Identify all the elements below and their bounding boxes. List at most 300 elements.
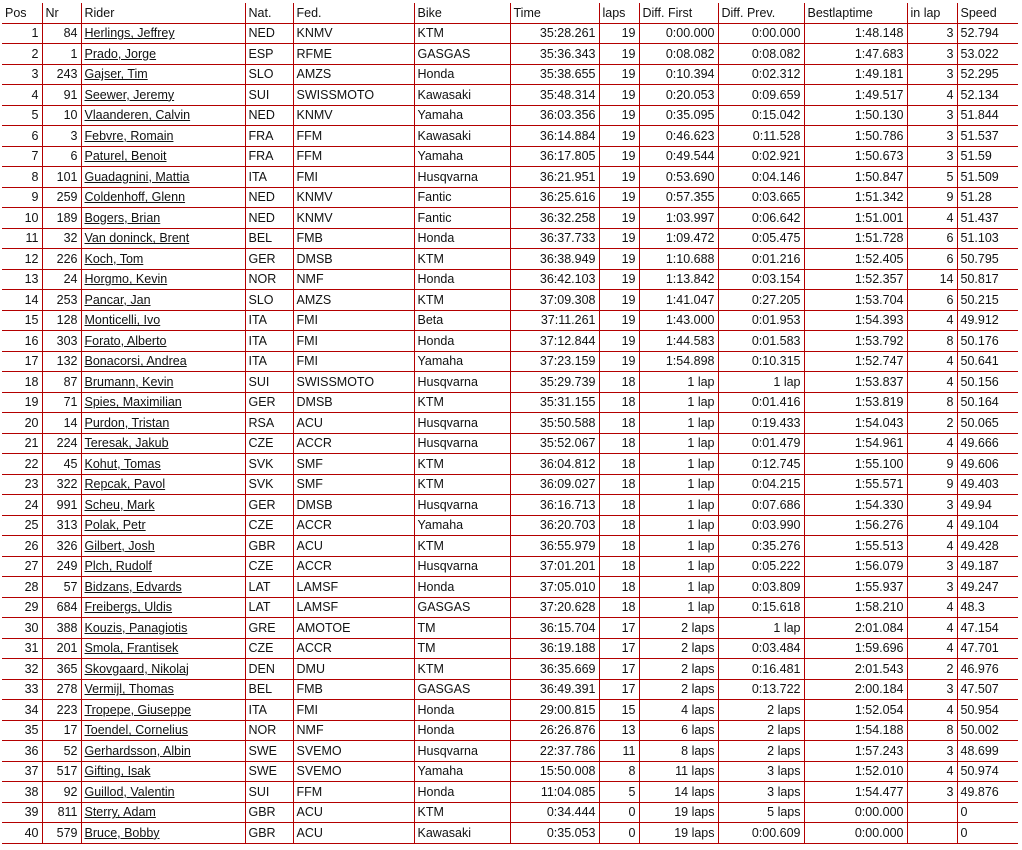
cell-bike: Kawasaki [414,126,510,147]
cell-nr: 14 [42,413,81,434]
cell-nr: 303 [42,331,81,352]
cell-speed: 53.022 [957,44,1018,65]
column-header-time: Time [510,3,599,23]
cell-diff-first: 1 lap [639,556,718,577]
rider-link[interactable]: Toendel, Cornelius [84,723,189,738]
cell-pos: 38 [2,782,42,803]
cell-nat: CZE [245,638,293,659]
rider-link[interactable]: Brumann, Kevin [84,374,174,389]
cell-diff-first: 0:57.355 [639,187,718,208]
table-row [2,618,1018,639]
cell-diff-prev: 0:01.583 [718,331,804,352]
rider-link[interactable]: Gilbert, Josh [84,538,155,553]
cell-speed: 51.59 [957,146,1018,167]
cell-time: 35:48.314 [510,85,599,106]
cell-laps: 19 [599,351,639,372]
table-row [2,782,1018,803]
header-row [2,3,1018,23]
cell-bestlaptime: 1:59.696 [804,638,907,659]
table-row [2,802,1018,823]
cell-in-lap: 3 [907,23,957,44]
cell-bike: Husqvarna [414,495,510,516]
column-header-diff-prev: Diff. Prev. [718,3,804,23]
cell-nat: SWE [245,761,293,782]
rider-link[interactable]: Gajser, Tim [84,67,148,82]
cell-bike: Beta [414,310,510,331]
cell-pos: 9 [2,187,42,208]
cell-time: 26:26.876 [510,720,599,741]
cell-bestlaptime: 1:54.477 [804,782,907,803]
cell-fed: ACCR [293,433,414,454]
cell-nat: GER [245,495,293,516]
cell-bestlaptime: 1:53.819 [804,392,907,413]
cell-diff-prev: 0:03.484 [718,638,804,659]
cell-diff-first: 1:41.047 [639,290,718,311]
cell-diff-first: 2 laps [639,638,718,659]
cell-nat: SLO [245,290,293,311]
cell-diff-first: 1 lap [639,474,718,495]
cell-nat: SUI [245,85,293,106]
cell-speed: 51.28 [957,187,1018,208]
cell-fed: FFM [293,126,414,147]
cell-pos: 28 [2,577,42,598]
cell-nr: 991 [42,495,81,516]
cell-diff-prev: 1 lap [718,618,804,639]
cell-bike: TM [414,618,510,639]
cell-in-lap: 6 [907,290,957,311]
cell-rider [81,249,245,270]
rider-link[interactable]: Sterry, Adam [84,805,156,820]
cell-bike: KTM [414,659,510,680]
rider-link[interactable]: Freibergs, Uldis [84,600,173,615]
cell-diff-first: 1 lap [639,392,718,413]
cell-diff-first: 1:10.688 [639,249,718,270]
cell-diff-prev: 0:05.222 [718,556,804,577]
cell-diff-prev: 0:09.659 [718,85,804,106]
cell-speed: 49.187 [957,556,1018,577]
cell-bestlaptime: 1:54.393 [804,310,907,331]
cell-bike: Honda [414,782,510,803]
cell-bestlaptime: 1:48.148 [804,23,907,44]
cell-bestlaptime: 1:54.961 [804,433,907,454]
cell-nat: SWE [245,741,293,762]
cell-nat: NOR [245,720,293,741]
cell-pos: 25 [2,515,42,536]
results-body [2,23,1018,843]
cell-in-lap: 14 [907,269,957,290]
rider-link[interactable]: Vlaanderen, Calvin [84,108,191,123]
cell-bike: KTM [414,474,510,495]
cell-laps: 17 [599,618,639,639]
column-header-nat: Nat. [245,3,293,23]
cell-fed: ACCR [293,556,414,577]
cell-nat: ESP [245,44,293,65]
table-row [2,700,1018,721]
cell-rider [81,761,245,782]
cell-bestlaptime: 1:53.837 [804,372,907,393]
cell-diff-first: 6 laps [639,720,718,741]
cell-laps: 19 [599,167,639,188]
rider-link[interactable]: Gerhardsson, Albin [84,743,191,758]
cell-fed: SWISSMOTO [293,372,414,393]
cell-nat: ITA [245,700,293,721]
cell-diff-first: 0:46.623 [639,126,718,147]
cell-laps: 19 [599,64,639,85]
cell-diff-first: 1:43.000 [639,310,718,331]
cell-bestlaptime: 1:52.747 [804,351,907,372]
cell-nat: NED [245,23,293,44]
rider-link[interactable]: Scheu, Mark [84,497,155,512]
cell-bike: TM [414,638,510,659]
table-row [2,638,1018,659]
cell-time: 36:37.733 [510,228,599,249]
cell-nr: 517 [42,761,81,782]
cell-diff-first: 1 lap [639,515,718,536]
rider-link[interactable]: Prado, Jorge [84,46,157,61]
table-row [2,187,1018,208]
cell-laps: 18 [599,556,639,577]
cell-time: 36:25.616 [510,187,599,208]
rider-link[interactable]: Purdon, Tristan [84,415,170,430]
rider-link[interactable]: Kouzis, Panagiotis [84,620,188,635]
cell-nr: 91 [42,85,81,106]
cell-speed: 50.795 [957,249,1018,270]
cell-fed: ACU [293,413,414,434]
cell-laps: 18 [599,536,639,557]
cell-bestlaptime: 1:50.673 [804,146,907,167]
cell-time: 36:14.884 [510,126,599,147]
cell-nat: CZE [245,515,293,536]
cell-nr: 278 [42,679,81,700]
table-row [2,208,1018,229]
cell-bike: KTM [414,802,510,823]
cell-bike: Husqvarna [414,413,510,434]
cell-bike: Husqvarna [414,167,510,188]
rider-link[interactable]: Bruce, Bobby [84,825,160,840]
cell-rider [81,187,245,208]
cell-in-lap [907,823,957,844]
rider-link[interactable]: Koch, Tom [84,251,144,266]
table-row [2,249,1018,270]
cell-rider [81,23,245,44]
cell-nr: 10 [42,105,81,126]
rider-link[interactable]: Herlings, Jeffrey [84,26,175,41]
cell-bike: Honda [414,228,510,249]
cell-speed: 51.509 [957,167,1018,188]
rider-link[interactable]: Guadagnini, Mattia [84,169,190,184]
cell-rider [81,105,245,126]
cell-diff-prev: 0:19.433 [718,413,804,434]
cell-nat: LAT [245,577,293,598]
cell-diff-first: 4 laps [639,700,718,721]
rider-link[interactable]: Teresak, Jakub [84,436,169,451]
cell-bestlaptime: 1:54.330 [804,495,907,516]
cell-laps: 19 [599,105,639,126]
cell-fed: FFM [293,782,414,803]
cell-diff-prev: 0:02.921 [718,146,804,167]
rider-link[interactable]: Spies, Maximilian [84,395,182,410]
cell-diff-prev: 0:13.722 [718,679,804,700]
cell-bike: GASGAS [414,44,510,65]
table-row [2,331,1018,352]
table-row [2,372,1018,393]
rider-link[interactable]: Febvre, Romain [84,128,174,143]
cell-speed: 46.976 [957,659,1018,680]
cell-rider [81,536,245,557]
cell-bestlaptime: 1:55.513 [804,536,907,557]
cell-fed: SVEMO [293,761,414,782]
cell-rider [81,372,245,393]
cell-nat: GRE [245,618,293,639]
cell-laps: 19 [599,249,639,270]
cell-nr: 224 [42,433,81,454]
cell-pos: 8 [2,167,42,188]
cell-speed: 49.666 [957,433,1018,454]
cell-pos: 7 [2,146,42,167]
rider-link[interactable]: Bogers, Brian [84,210,161,225]
cell-in-lap: 9 [907,454,957,475]
cell-bestlaptime: 1:50.130 [804,105,907,126]
cell-laps: 19 [599,44,639,65]
cell-pos: 29 [2,597,42,618]
cell-in-lap: 4 [907,372,957,393]
cell-in-lap: 3 [907,146,957,167]
cell-laps: 18 [599,413,639,434]
cell-speed: 49.876 [957,782,1018,803]
cell-diff-first: 1 lap [639,454,718,475]
cell-rider [81,433,245,454]
cell-nr: 365 [42,659,81,680]
cell-bike: Fantic [414,187,510,208]
cell-diff-prev: 0:01.216 [718,249,804,270]
cell-fed: DMU [293,659,414,680]
cell-bike: Yamaha [414,515,510,536]
table-row [2,310,1018,331]
table-row [2,495,1018,516]
cell-pos: 14 [2,290,42,311]
cell-bike: Yamaha [414,146,510,167]
cell-speed: 47.154 [957,618,1018,639]
table-row [2,741,1018,762]
cell-fed: KNMV [293,105,414,126]
cell-diff-first: 0:08.082 [639,44,718,65]
cell-diff-first: 1 lap [639,577,718,598]
cell-pos: 12 [2,249,42,270]
cell-rider [81,454,245,475]
cell-laps: 17 [599,679,639,700]
table-row [2,44,1018,65]
cell-fed: NMF [293,720,414,741]
cell-in-lap: 3 [907,782,957,803]
cell-nr: 84 [42,23,81,44]
cell-diff-prev: 0:01.479 [718,433,804,454]
cell-speed: 49.912 [957,310,1018,331]
cell-diff-first: 1 lap [639,597,718,618]
cell-fed: FMI [293,700,414,721]
cell-rider [81,44,245,65]
cell-bike: Honda [414,700,510,721]
cell-nat: SUI [245,372,293,393]
table-row [2,454,1018,475]
cell-time: 35:36.343 [510,44,599,65]
cell-bestlaptime: 1:52.054 [804,700,907,721]
cell-rider [81,392,245,413]
cell-fed: FMI [293,310,414,331]
rider-link[interactable]: Horgmo, Kevin [84,272,168,287]
cell-bike: Yamaha [414,105,510,126]
cell-speed: 51.437 [957,208,1018,229]
cell-in-lap: 8 [907,331,957,352]
cell-in-lap: 8 [907,720,957,741]
cell-pos: 33 [2,679,42,700]
cell-rider [81,782,245,803]
cell-bestlaptime: 1:57.243 [804,741,907,762]
column-header-pos: Pos [2,3,42,23]
cell-bestlaptime: 1:56.276 [804,515,907,536]
rider-link[interactable]: Skovgaard, Nikolaj [84,661,189,676]
rider-link[interactable]: Forato, Alberto [84,333,167,348]
cell-time: 22:37.786 [510,741,599,762]
cell-diff-first: 1:13.842 [639,269,718,290]
rider-link[interactable]: Coldenhoff, Glenn [84,190,186,205]
cell-bike: KTM [414,454,510,475]
cell-nat: NOR [245,269,293,290]
cell-nat: GER [245,249,293,270]
results-table [2,3,1018,844]
cell-nr: 132 [42,351,81,372]
cell-diff-prev: 3 laps [718,782,804,803]
cell-in-lap: 9 [907,474,957,495]
cell-bestlaptime: 1:55.100 [804,454,907,475]
rider-link[interactable]: Van doninck, Brent [84,231,190,246]
cell-rider [81,638,245,659]
cell-rider [81,474,245,495]
rider-link[interactable]: Bonacorsi, Andrea [84,354,187,369]
cell-fed: KNMV [293,208,414,229]
cell-time: 37:11.261 [510,310,599,331]
cell-bike: Yamaha [414,351,510,372]
cell-rider [81,290,245,311]
cell-nr: 388 [42,618,81,639]
rider-link[interactable]: Repcak, Pavol [84,477,166,492]
cell-pos: 40 [2,823,42,844]
cell-nr: 3 [42,126,81,147]
cell-diff-first: 2 laps [639,659,718,680]
cell-fed: KNMV [293,187,414,208]
cell-time: 37:05.010 [510,577,599,598]
cell-rider [81,85,245,106]
cell-bike: Fantic [414,208,510,229]
table-row [2,474,1018,495]
rider-link[interactable]: Polak, Petr [84,518,146,533]
cell-diff-prev: 0:04.146 [718,167,804,188]
column-header-in-lap: in lap [907,3,957,23]
column-header-fed: Fed. [293,3,414,23]
cell-bestlaptime: 1:50.847 [804,167,907,188]
table-row [2,351,1018,372]
cell-nr: 223 [42,700,81,721]
rider-link[interactable]: Guillod, Valentin [84,784,175,799]
cell-nr: 57 [42,577,81,598]
cell-nat: ITA [245,310,293,331]
rider-link[interactable]: Smola, Frantisek [84,641,179,656]
cell-nr: 243 [42,64,81,85]
cell-bestlaptime: 1:50.786 [804,126,907,147]
cell-time: 29:00.815 [510,700,599,721]
cell-fed: ACU [293,823,414,844]
cell-bestlaptime: 1:51.001 [804,208,907,229]
cell-fed: AMZS [293,290,414,311]
cell-time: 37:12.844 [510,331,599,352]
cell-nat: GBR [245,536,293,557]
cell-pos: 39 [2,802,42,823]
cell-in-lap: 8 [907,392,957,413]
cell-time: 36:09.027 [510,474,599,495]
cell-speed: 50.215 [957,290,1018,311]
rider-link[interactable]: Seewer, Jeremy [84,87,175,102]
cell-nr: 101 [42,167,81,188]
cell-time: 36:19.188 [510,638,599,659]
cell-speed: 49.104 [957,515,1018,536]
rider-link[interactable]: Tropepe, Giuseppe [84,702,192,717]
rider-link[interactable]: Kohut, Tomas [84,456,161,471]
cell-bestlaptime: 1:47.683 [804,44,907,65]
cell-nr: 322 [42,474,81,495]
rider-link[interactable]: Gifting, Isak [84,764,151,779]
cell-fed: SMF [293,474,414,495]
cell-bike: Husqvarna [414,433,510,454]
rider-link[interactable]: Pancar, Jan [84,292,151,307]
cell-time: 37:23.159 [510,351,599,372]
cell-in-lap: 3 [907,741,957,762]
table-row [2,85,1018,106]
cell-bestlaptime: 0:00.000 [804,823,907,844]
cell-nat: ITA [245,167,293,188]
cell-fed: NMF [293,269,414,290]
table-row [2,392,1018,413]
cell-diff-prev: 5 laps [718,802,804,823]
cell-pos: 17 [2,351,42,372]
cell-bike: Husqvarna [414,556,510,577]
cell-diff-first: 1 lap [639,372,718,393]
cell-bike: Husqvarna [414,741,510,762]
cell-diff-first: 1 lap [639,536,718,557]
rider-link[interactable]: Paturel, Benoit [84,149,167,164]
cell-bike: KTM [414,536,510,557]
rider-link[interactable]: Monticelli, Ivo [84,313,161,328]
cell-diff-prev: 0:01.953 [718,310,804,331]
cell-pos: 32 [2,659,42,680]
cell-nat: LAT [245,597,293,618]
table-row [2,64,1018,85]
table-row [2,433,1018,454]
cell-nat: BEL [245,679,293,700]
rider-link[interactable]: Vermijl, Thomas [84,682,174,697]
cell-laps: 19 [599,228,639,249]
cell-time: 0:35.053 [510,823,599,844]
cell-in-lap: 4 [907,351,957,372]
rider-link[interactable]: Bidzans, Edvards [84,579,182,594]
rider-link[interactable]: Plch, Rudolf [84,559,152,574]
cell-nat: SVK [245,454,293,475]
cell-bike: Honda [414,64,510,85]
table-row [2,679,1018,700]
cell-laps: 19 [599,290,639,311]
cell-nat: FRA [245,146,293,167]
cell-in-lap: 4 [907,638,957,659]
cell-speed: 47.701 [957,638,1018,659]
cell-pos: 19 [2,392,42,413]
